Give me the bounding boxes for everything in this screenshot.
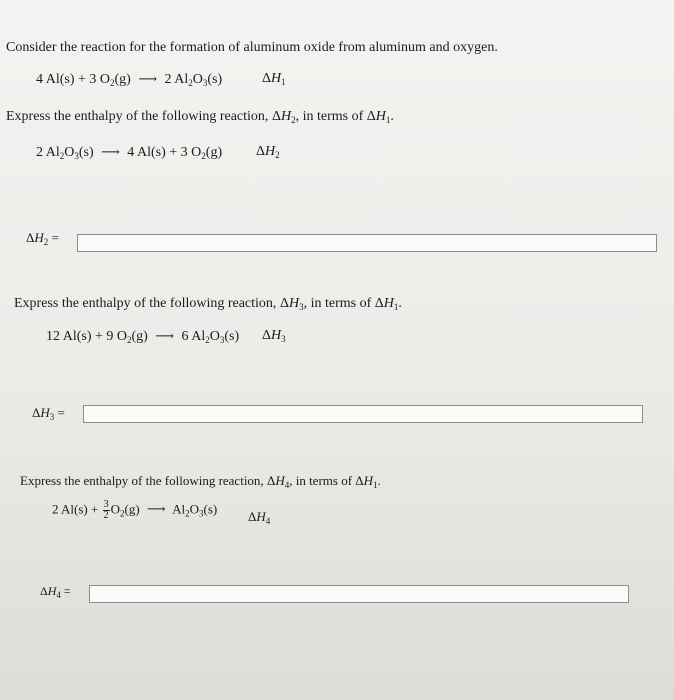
reaction-4-enthalpy: $\Delta H_4$ <box>248 509 271 526</box>
reaction-3: 12 Al(s) + 9 $O_2(g)$ ⟶ 6 $Al_2O_3(s)$ <box>46 328 240 345</box>
dh3-label: $\Delta H_3$ = <box>32 405 65 422</box>
fraction-three-halves: $\frac{3}{2}$ <box>103 499 109 521</box>
reaction-2: 2 $Al_2O_3(s)$ ⟶ 4 Al(s) + 3 $O_2(g)$ <box>36 144 223 161</box>
question-2-prompt: Express the enthalpy of the following reaction, $\Delta H_2$, in terms of $\Delta H_1$. <box>6 109 394 125</box>
reaction-1-enthalpy: $\Delta H_1$ <box>262 71 286 87</box>
reaction-1: 4 Al(s) + 3 $O_2(g)$ ⟶ 2 $Al_2O_3(s)$ <box>36 71 223 88</box>
question-3-prompt: Express the enthalpy of the following reaction, $\Delta H_3$, in terms of $\Delta H_1$. <box>14 296 402 312</box>
dh4-label: $\Delta H_4$ = <box>40 584 71 600</box>
reaction-4: 2 Al(s) + $\frac{3}{2}$ $O_2(g)$ ⟶ $Al_2O_3(s)$ <box>52 499 218 521</box>
question-4-prompt: Express the enthalpy of the following reaction, $\Delta H_4$, in terms of $\Delta H_1$. <box>20 473 381 490</box>
reaction-3-enthalpy: $\Delta H_3$ <box>262 328 286 344</box>
intro-text: Consider the reaction for the formation of aluminum oxide from aluminum and oxygen. <box>6 40 498 55</box>
dh3-answer-input[interactable] <box>83 405 643 423</box>
dh2-answer-input[interactable] <box>77 234 657 252</box>
dh4-answer-input[interactable] <box>89 585 629 603</box>
dh2-label: $\Delta H_2$ = <box>26 230 59 247</box>
reaction-2-enthalpy: $\Delta H_2$ <box>256 144 280 160</box>
